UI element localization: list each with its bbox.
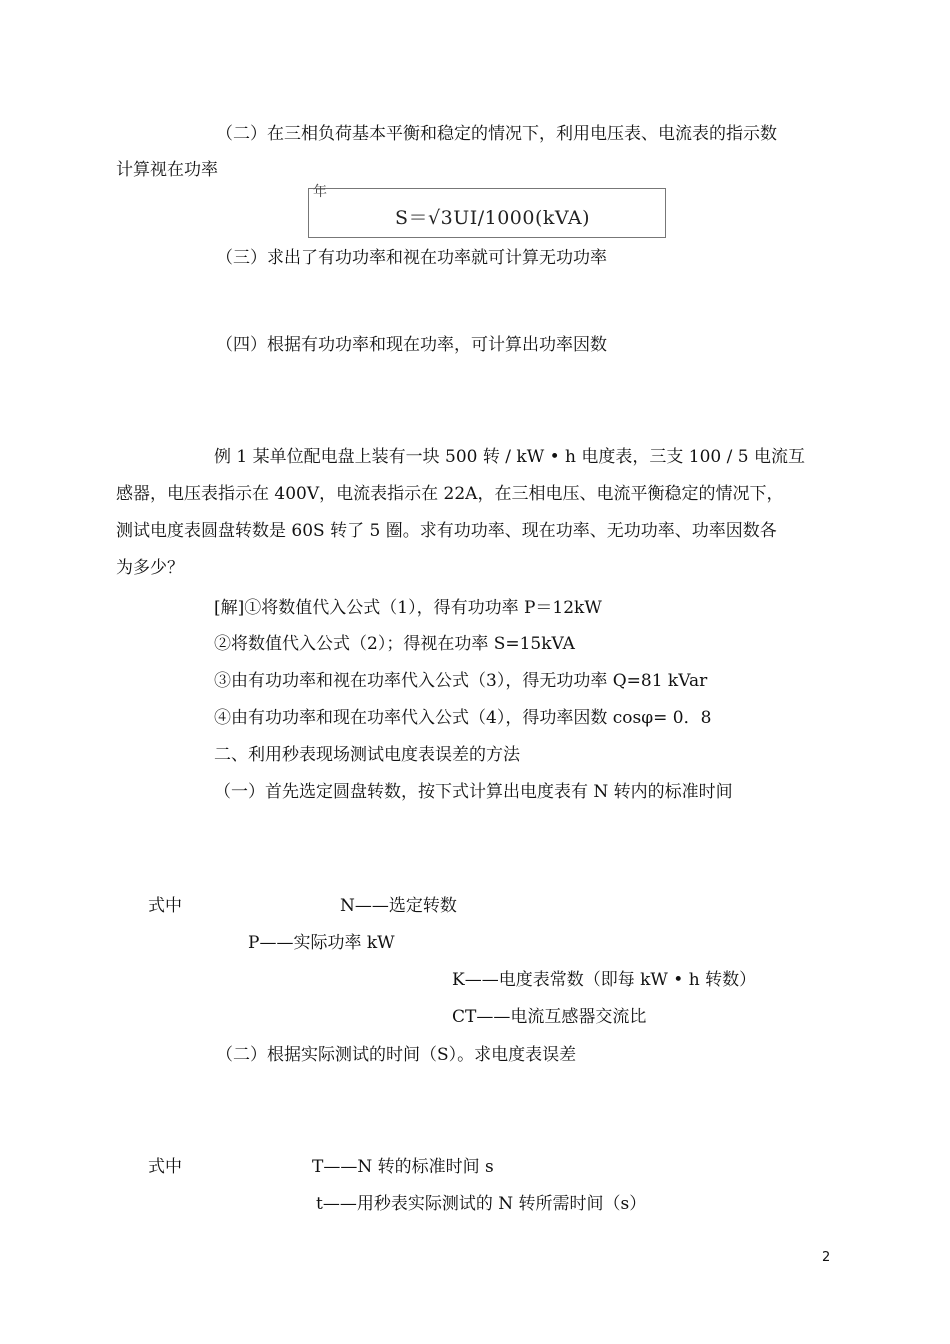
def-k: K——电度表常数（即每 kW • h 转数）	[452, 970, 757, 990]
section4-text: （四）根据有功功率和现在功率，可计算出功率因数	[216, 335, 607, 355]
section2-line1: （二）在三相负荷基本平衡和稳定的情况下，利用电压表、电流表的指示数	[216, 124, 777, 144]
where-label: 式中	[148, 896, 182, 916]
def-n: N——选定转数	[340, 896, 457, 916]
solution-line: ③由有功功率和视在功率代入公式（3），得无功功率 Q=81 kVar	[214, 671, 708, 691]
example-line: 为多少？	[116, 558, 184, 578]
heading-2: 二、利用秒表现场测试电度表误差的方法	[214, 745, 520, 765]
def-ct: CT——电流互感器交流比	[452, 1007, 647, 1027]
example-line: 测试电度表圆盘转数是 60S 转了 5 圈。求有功功率、现在功率、无功功率、功率因数各	[116, 521, 777, 541]
page-number: 2	[822, 1250, 831, 1265]
apparent-power-formula: S＝√3UI/1000(kVA)	[395, 207, 590, 229]
step2-text: （二）根据实际测试的时间（S）。求电度表误差	[216, 1045, 577, 1065]
step1-text: （一）首先选定圆盘转数，按下式计算出电度表有 N 转内的标准时间	[214, 782, 733, 802]
def-t-measured: t——用秒表实际测试的 N 转所需时间（s）	[316, 1194, 647, 1214]
where-label: 式中	[148, 1157, 182, 1177]
example-line: 感器，电压表指示在 400V，电流表指示在 22A，在三相电压、电流平衡稳定的情况下，	[116, 484, 784, 504]
solution-line: [解]①将数值代入公式（1），得有功功率 P＝12kW	[214, 598, 602, 618]
example-line: 例 1 某单位配电盘上装有一块 500 转 / kW • h 电度表，三支 100 / 5 电流互	[214, 447, 805, 467]
formula-image	[308, 184, 666, 238]
formula-corner-mark: 年	[313, 184, 327, 200]
solution-line: ②将数值代入公式（2）；得视在功率 S=15kVA	[214, 634, 575, 654]
def-t-standard: T——N 转的标准时间 s	[312, 1157, 494, 1177]
solution-line: ④由有功功率和现在功率代入公式（4），得功率因数 cosφ= 0．8	[214, 708, 712, 728]
def-p: P——实际功率 kW	[248, 933, 395, 953]
section3-text: （三）求出了有功功率和视在功率就可计算无功功率	[216, 248, 607, 268]
section2-line2: 计算视在功率	[116, 160, 218, 180]
